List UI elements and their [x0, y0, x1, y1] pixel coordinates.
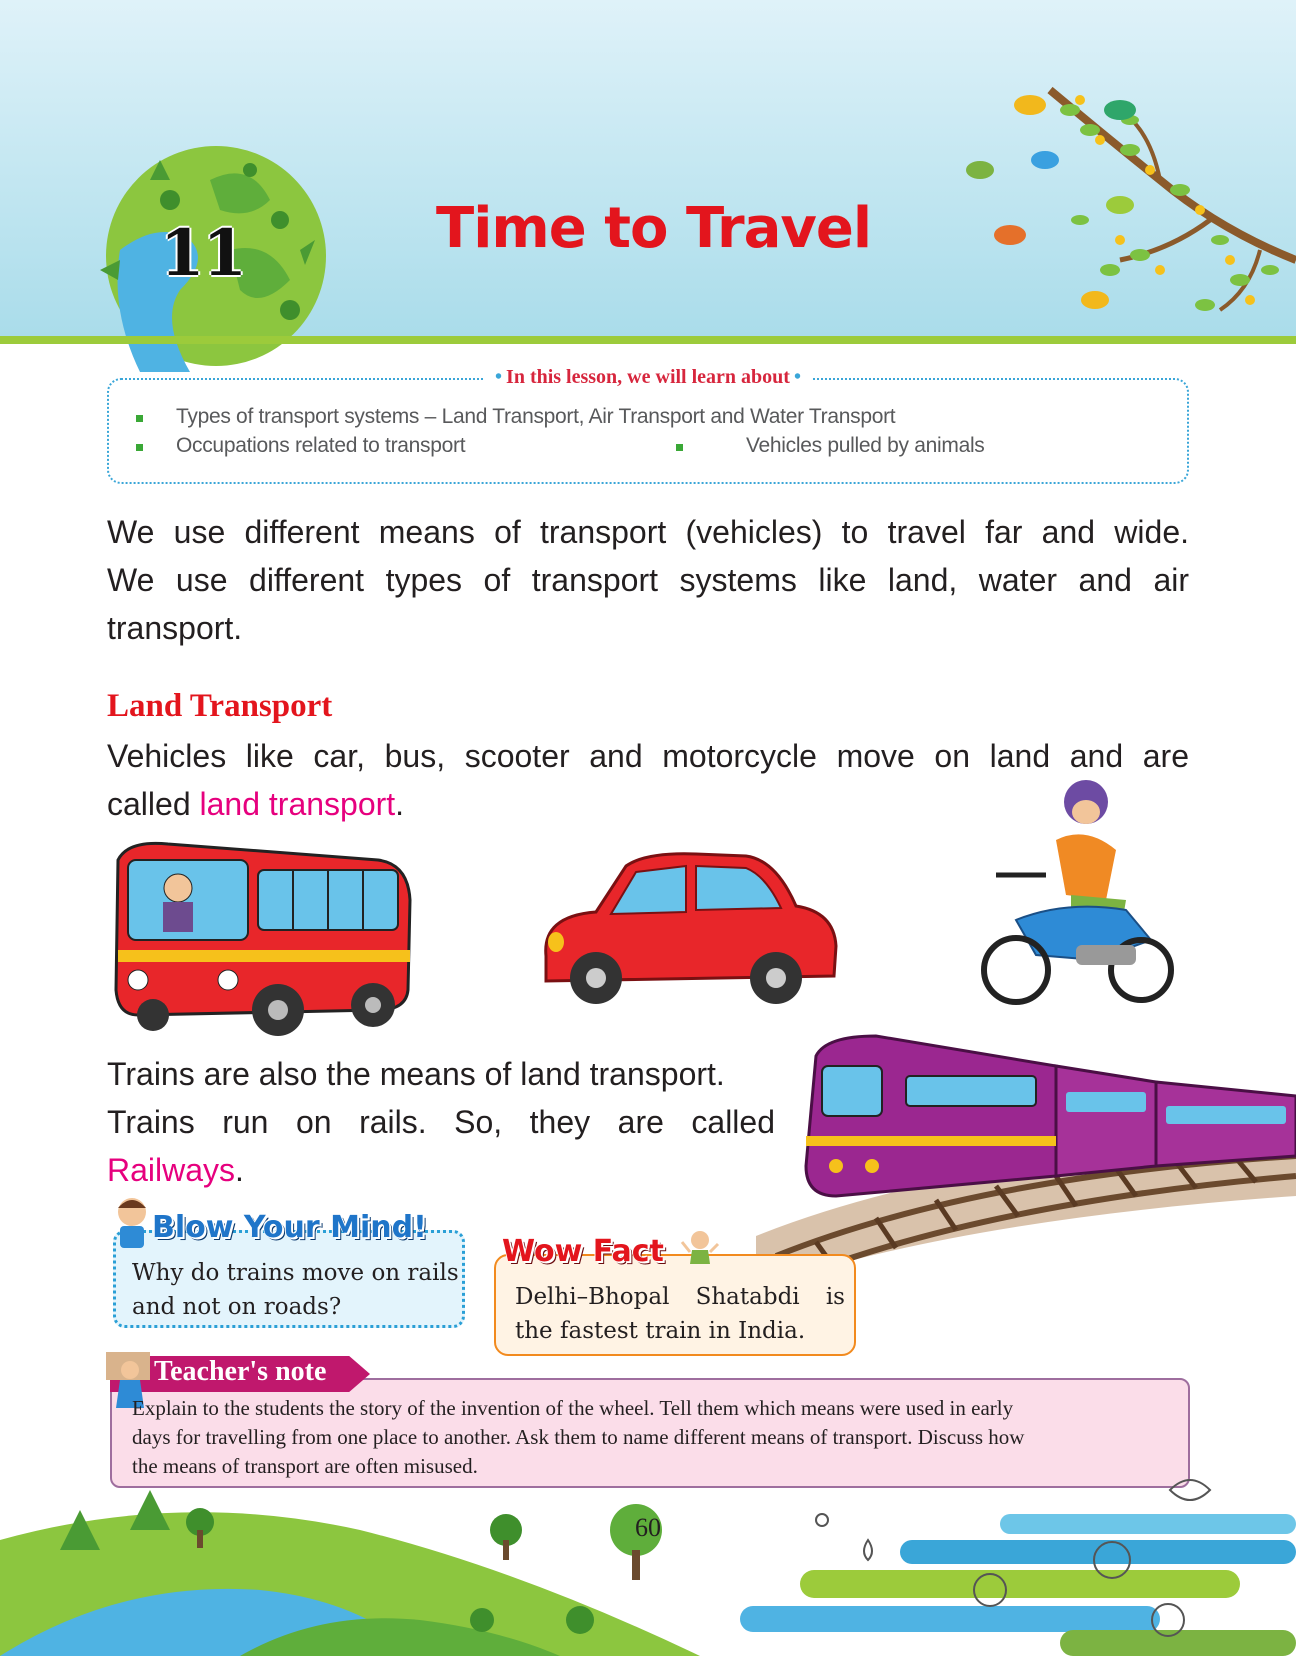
teachers-note-title: Teacher's note: [154, 1356, 327, 1387]
motorcycle-illustration: [976, 780, 1176, 1010]
trains-line: Trains are also the means of land transport.: [107, 1056, 725, 1092]
blow-your-mind-line: and not on roads?: [132, 1294, 342, 1320]
railways-term: Railways: [107, 1152, 236, 1188]
blow-your-mind-title: Blow Your Mind!: [152, 1210, 427, 1245]
land-transport-line: Vehicles like car, bus, scooter and motorcycle move on land and are: [107, 738, 1189, 774]
blow-your-mind-line: Why do trains move on rails: [132, 1260, 459, 1286]
bullet-icon: [676, 444, 683, 451]
bus-illustration: [108, 840, 420, 1040]
intro-line: transport.: [107, 610, 243, 646]
branch-with-birds-illustration: [960, 70, 1296, 340]
wow-fact-text: [515, 1280, 845, 1348]
lesson-heading: • In this lesson, we will learn about •: [483, 366, 813, 388]
railways-period: .: [235, 1152, 244, 1188]
lesson-item: Occupations related to transport: [176, 434, 466, 457]
teachers-note-line: days for travelling from one place to another. Ask them to name different means of transport. Discuss how: [132, 1425, 1025, 1449]
footer-landscape-illustration: [0, 1470, 1296, 1656]
chapter-title: Time to Travel: [436, 196, 872, 261]
chapter-number: 11: [160, 216, 246, 291]
trains-line: Trains run on rails. So, they are called: [107, 1104, 775, 1140]
intro-line: We use different types of transport systems like land, water and air: [107, 562, 1189, 598]
lesson-item: Types of transport systems – Land Transport, Air Transport and Water Transport: [176, 405, 896, 428]
wow-fact-title: Wow Fact: [502, 1234, 664, 1269]
land-transport-term: land transport: [199, 786, 396, 822]
train-illustration: [756, 1026, 1296, 1270]
wow-fact-line: the fastest train in India.: [515, 1318, 806, 1344]
page-number: 60: [635, 1513, 661, 1542]
land-transport-period: .: [395, 786, 405, 822]
blow-your-mind-text: [132, 1256, 462, 1324]
land-transport-line: [107, 780, 404, 828]
intro-line: We use different means of transport (vehicles) to travel far and wide.: [107, 514, 1189, 550]
lesson-objectives-box: [107, 366, 1189, 484]
header-divider: [0, 336, 1296, 344]
lesson-item: Vehicles pulled by animals: [746, 434, 985, 457]
boy-icon: [110, 1196, 154, 1252]
teachers-note-line: the means of transport are often misused.: [132, 1454, 478, 1478]
teachers-note-text: [132, 1394, 1172, 1481]
section-heading: Land Transport: [107, 688, 333, 724]
land-transport-text: called: [107, 786, 200, 822]
teachers-note-line: Explain to the students the story of the invention of the wheel. Tell them which means were used in early: [132, 1396, 1014, 1420]
kid-icon: [680, 1230, 720, 1272]
bullet-icon: [136, 444, 143, 451]
bullet-icon: [136, 415, 143, 422]
car-illustration: [536, 846, 840, 1016]
trains-line: [107, 1146, 244, 1194]
wow-fact-line: Delhi–Bhopal Shatabdi is: [515, 1284, 845, 1310]
